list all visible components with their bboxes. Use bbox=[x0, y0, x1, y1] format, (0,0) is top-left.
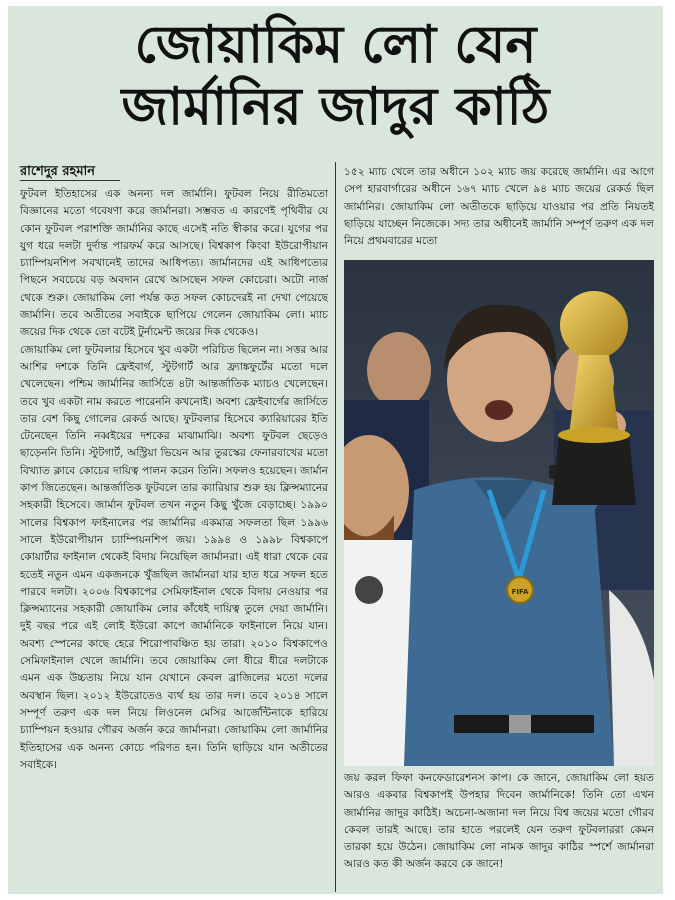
byline-underline bbox=[20, 180, 120, 181]
column-divider bbox=[335, 162, 336, 892]
paragraph: জয় করল ফিফা কনফেডারেশনস কাপ। কে জানে, জোয়াকিম লো হয়ত আরও একবার বিশ্বকাপই উপহার দিবেন জার্মানিকে! তিনি তো এখন জার্মানির জাদুর কাঠিই। অচেনা-অজানা দল নিয়ে বিশ্ব জয়ের মতো গৌরব কেবল তারই আছে। তার হাতে পরলেই যেন তরুণ ফুটবলাররা কেমন তারকা হয়ে উঠেন। জোয়াকিম লো নামক জাদুর কাঠির স্পর্শে জার্মানরা আরও কত কী অর্জন করবে কে জানে! bbox=[344, 772, 654, 871]
belt-buckle bbox=[509, 715, 531, 733]
coach-mouth bbox=[485, 400, 513, 420]
jersey-crest bbox=[355, 576, 383, 604]
author-byline: রাশেদুর রহমান bbox=[20, 164, 96, 179]
trophy-globe bbox=[560, 291, 628, 359]
photo-illustration bbox=[344, 260, 654, 766]
trophy-rim bbox=[558, 427, 630, 443]
headline-line-2: জার্মানির জাদুর কাঠি bbox=[121, 77, 550, 137]
paragraph: ফুটবল ইতিহাসের এক অনন্য দল জার্মানি। ফুটবল নিয়ে রীতিমতো বিজ্ঞানের মতো গবেষণা করে জার্মানরা। সম্ভবত এ কারণেই পৃথিবীর যে কোন ফুটবল পরাশক্তি জার্মানির কাছে এসেই নতি স্বীকার করে। যুগের পর যুগ ধরে দলটা দুর্দান্ত পারফর্ম করে আসছে। বিশ্বকাপ কিংবা ইউরোপীয়ান চ্যাম্পিয়নশিপ সবখানেই তাদের আধিপত্য। জার্মানদের এই আধিপত্যের পিছনে সবচেয়ে বড় অবদান রেখে আসছেন সফল কোচেরা। অটো নার্জ থেকে শুরু। জোয়াকিম লো পর্যন্ত কত সফল কোচদেরই না দেখা পেয়েছে জার্মানি। তবে অতীতের সবাইকে ছাপিয়ে গেলেন জোয়াকিম লো। ম্যাচ জয়ের দিক থেকে তো বটেই টুর্নামেন্ট জয়ের দিক থেকেও। bbox=[20, 188, 328, 339]
article-column-1 bbox=[20, 186, 328, 891]
newspaper-page bbox=[8, 6, 663, 894]
trophy-base bbox=[552, 435, 636, 505]
headline bbox=[8, 14, 663, 138]
medal-badge-text: FIFA bbox=[511, 588, 529, 596]
headline-line-1: জোয়াকিম লো যেন bbox=[134, 15, 537, 75]
coach-lifting-trophy-photo bbox=[344, 260, 654, 766]
paragraph: জোয়াকিম লো ফুটবলার হিসেবে খুব একটা পরিচিত ছিলেন না। সত্তর আর আশির দশকে তিনি ফ্রেইবার্গ, স্টুটগার্ট আর ফ্র্যাঙ্কফুর্টের মতো দলে খেলেছেন। পশ্চিম জার্মানির জার্সিতে ৪টা আন্তর্জাতিক ম্যাচও খেলেছেন। তবে খুব একটা নাম করতে পারেননি কখনোই। অবশ্য ফ্রেইবার্গের জার্সিতে তার বেশ কিছু গোলের রেকর্ড আছে। ফুটবলার হিসেবে ক্যারিয়ারের ইতি টেনেছেন তিনি নব্বইয়ের দশকের মাঝামাঝি। অবশ্য ফুটবল ছেড়েও ছাড়েননি তিনি। স্টুটগার্ট, অস্ট্রিয়া ভিয়েন আর তুরস্কের ফেনারবাখের মতো বিখ্যাত ক্লাবে কোচের দায়িত্ব পালন করেন তিনি। সফলও হয়েছেন। জার্মান কাপ জিতেছেন। আন্তর্জাতিক ফুটবলে তার ক্যারিয়ার শুরু হয় ক্লিন্সম্যানের সহকারী হিসেবে। জার্মান ফুটবল তখন নতুন কিছু খুঁজে বেড়াচ্ছে। ১৯৯০ সালের বিশ্বকাপ ফাইনালের পর জার্মানির একমাত্র সফলতা ছিল ১৯৯৬ সালে ইউরোপীয়ান চ্যাম্পিয়নশিপ জয়। ১৯৯৪ ও ১৯৯৮ বিশ্বকাপে কোয়ার্টার ফাইনাল থেকেই বিদায় নিয়েছিল জার্মানরা। এই ধারা থেকে বের হতেই নতুন এমন একজনকে খুঁজছিল জার্মানরা যার হাত ধরে সফল হতে পারবে দলটা। ২০০৬ বিশ্বকাপের সেমিফাইনাল থেকে বিদায় নেওয়ার পর ক্লিন্সম্যানের সহকারী জোয়াকিম লোর কাঁধেই দায়িত্ব তুলে দেয়া জার্মানি। দুই বছর পরে এই লোই ইউরো কাপে জার্মানিকে ফাইনালে নিয়ে যান। অবশ্য স্পেনের কাছে হেরে শিরোপাবঞ্চিত হয় তারা। ২০১০ বিশ্বকাপেও সেমিফাইনাল খেলে জার্মানি। তবে জোয়াকিম লো ধীরে ধীরে দলটাকে এমন এক উচ্চতায় নিয়ে যান যেখানে কেবল ব্রাজিলের মতো দলের অবস্থান ছিল। ২০১২ ইউরোতেও ব্যর্থ হয় তার দল। তবে ২০১৪ সালে সম্পূর্ণ তরুণ এক দল নিয়ে লিওনেল মেসির আর্জেন্টিনাকে হারিয়ে চ্যাম্পিয়ন হওয়ার গৌরব অর্জন করে জার্মানরা। জোয়াকিম লো জার্মানির ইতিহাসের এক অনন্য কোচে পরিণত হন। তিনি ছাড়িয়ে যান অতীতের সবাইকে। bbox=[20, 343, 328, 771]
article-column-2-bottom bbox=[344, 770, 654, 892]
article-column-2-top bbox=[344, 164, 654, 254]
paragraph: ১৫২ ম্যাচ খেলে তার অধীনে ১০২ ম্যাচ জয় করেছে জার্মানি। এর আগে সেপ হারবার্গারের অধীনে ১৬৭ ম্যাচ খেলে ৯৪ ম্যাচ জয়ের রেকর্ড ছিল জার্মানির। জোয়াকিম লো অতীতকে ছাড়িয়ে যাওয়ার পর প্রতি নিয়তই ছাড়িয়ে যাচ্ছেন নিজেকে। সদ্য তার অধীনেই জার্মানি সম্পূর্ণ তরুণ এক দল নিয়ে প্রথমবারের মতো bbox=[344, 166, 654, 248]
background-player-head bbox=[367, 332, 431, 408]
